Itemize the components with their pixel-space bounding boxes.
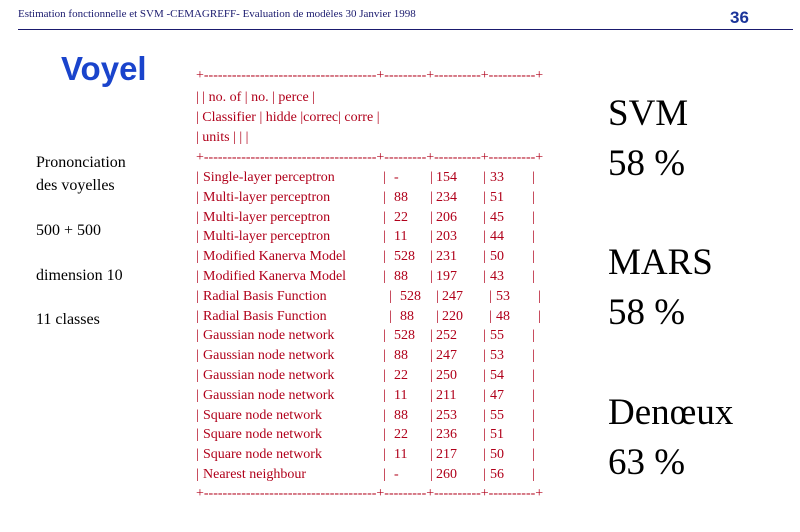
cell-separator: |: [483, 170, 486, 185]
cell-percent: 33: [490, 170, 504, 185]
cell-separator: |: [383, 348, 386, 364]
cell-separator: |: [430, 189, 433, 205]
cell-percent: 56: [490, 467, 504, 482]
cell-separator: |: [532, 348, 535, 364]
cell-separator: |: [532, 209, 535, 225]
dataset-sample-count: 500 + 500: [36, 222, 102, 239]
cell-name: Single-layer perceptron: [203, 170, 335, 185]
table-row: [196, 249, 576, 267]
cell-separator: |: [383, 387, 386, 403]
cell-separator: |: [483, 328, 486, 344]
cell-correct: 203: [436, 229, 457, 245]
cell-percent: 53: [490, 348, 504, 364]
cell-separator: |: [532, 189, 535, 205]
table-row: [196, 447, 576, 465]
cell-units: 22: [394, 427, 408, 443]
cell-separator: |: [489, 308, 492, 324]
dataset-description-line2: des voyelles: [36, 177, 115, 194]
cell-correct: 154: [436, 170, 457, 185]
cell-separator: |: [483, 427, 486, 443]
result-score-denoeux: 63 %: [608, 442, 686, 483]
cell-name: Square node network: [203, 407, 322, 423]
cell-separator: |: [483, 348, 486, 364]
cell-separator: |: [483, 229, 486, 245]
page-number: 36: [730, 8, 749, 27]
cell-name: Gaussian node network: [203, 328, 335, 344]
cell-separator: |: [430, 170, 433, 185]
dataset-dimension: dimension 10: [36, 267, 123, 284]
table-row: [196, 408, 576, 426]
cell-separator: |: [538, 288, 541, 304]
cell-percent: 50: [490, 249, 504, 265]
cell-correct: 260: [436, 467, 457, 482]
cell-percent: 51: [490, 189, 504, 205]
cell-percent: 53: [496, 288, 510, 304]
cell-separator: |: [430, 209, 433, 225]
cell-separator: |: [196, 288, 199, 304]
cell-separator: |: [532, 249, 535, 265]
cell-separator: |: [196, 467, 199, 482]
cell-separator: |: [430, 229, 433, 245]
dataset-description-line1: Prononciation: [36, 154, 126, 171]
cell-name: Square node network: [203, 427, 322, 443]
table-header-row-2: | Classifier | hidde |correc| corre |: [196, 110, 380, 125]
cell-separator: |: [196, 348, 199, 364]
cell-units: 11: [394, 447, 408, 463]
cell-percent: 45: [490, 209, 504, 225]
classifier-results-table: [196, 68, 596, 508]
cell-separator: |: [383, 189, 386, 205]
cell-separator: |: [389, 308, 392, 324]
table-row: [196, 328, 576, 346]
cell-separator: |: [196, 447, 199, 463]
cell-name: Gaussian node network: [203, 348, 335, 364]
table-row: [196, 269, 576, 287]
table-top-border: +-------------------------------------+---------+----------+----------+: [196, 68, 544, 83]
cell-correct: 253: [436, 407, 457, 423]
cell-separator: |: [430, 467, 433, 482]
table-row: [196, 289, 576, 307]
cell-name: Square node network: [203, 447, 322, 463]
cell-separator: |: [532, 229, 535, 245]
cell-name: Multi-layer perceptron: [203, 209, 331, 225]
table-row: [196, 210, 576, 228]
cell-separator: |: [483, 368, 486, 383]
cell-units: 11: [394, 229, 408, 245]
cell-separator: |: [483, 447, 486, 463]
table-row: [196, 309, 576, 327]
cell-separator: |: [483, 407, 486, 423]
header-divider: [18, 29, 793, 30]
table-row: [196, 170, 576, 188]
cell-separator: |: [383, 328, 386, 344]
table-row: [196, 368, 576, 386]
cell-correct: 220: [442, 308, 463, 324]
cell-units: 88: [394, 269, 408, 284]
cell-units: 528: [394, 249, 415, 265]
cell-separator: |: [383, 209, 386, 225]
cell-separator: |: [430, 387, 433, 403]
cell-name: Radial Basis Function: [203, 288, 327, 304]
cell-separator: |: [383, 170, 386, 185]
cell-separator: |: [538, 308, 541, 324]
cell-separator: |: [196, 269, 199, 284]
cell-separator: |: [532, 269, 535, 284]
cell-separator: |: [430, 249, 433, 265]
cell-units: 22: [394, 368, 408, 383]
table-header-row-1: | | no. of | no. | perce |: [196, 90, 315, 105]
cell-separator: |: [436, 308, 439, 324]
cell-separator: |: [389, 288, 392, 304]
cell-separator: |: [532, 387, 535, 403]
cell-separator: |: [430, 447, 433, 463]
result-method-denoeux: Denœux: [608, 392, 734, 433]
cell-correct: 252: [436, 328, 457, 344]
cell-correct: 247: [436, 348, 457, 364]
cell-units: 22: [394, 209, 408, 225]
cell-separator: |: [383, 427, 386, 443]
cell-correct: 234: [436, 189, 457, 205]
cell-units: 88: [394, 189, 408, 205]
cell-separator: |: [383, 269, 386, 284]
cell-correct: 217: [436, 447, 457, 463]
result-score-mars: 58 %: [608, 292, 686, 333]
cell-units: 11: [394, 387, 408, 403]
cell-separator: |: [196, 229, 199, 245]
cell-separator: |: [196, 427, 199, 443]
cell-percent: 43: [490, 269, 504, 284]
cell-separator: |: [532, 467, 535, 482]
cell-separator: |: [383, 249, 386, 265]
cell-separator: |: [483, 189, 486, 205]
cell-percent: 55: [490, 328, 504, 344]
cell-name: Modified Kanerva Model: [203, 249, 347, 265]
cell-separator: |: [383, 467, 386, 482]
table-row: [196, 388, 576, 406]
cell-units: -: [394, 170, 399, 185]
cell-separator: |: [430, 427, 433, 443]
cell-correct: 236: [436, 427, 457, 443]
slide-title: Voyel: [61, 50, 147, 87]
cell-name: Multi-layer perceptron: [203, 189, 331, 205]
cell-separator: |: [196, 189, 199, 205]
cell-separator: |: [196, 387, 199, 403]
cell-name: Multi-layer perceptron: [203, 229, 331, 245]
table-row: [196, 467, 576, 485]
cell-separator: |: [196, 308, 199, 324]
cell-separator: |: [483, 209, 486, 225]
cell-correct: 247: [442, 288, 463, 304]
dataset-class-count: 11 classes: [36, 311, 100, 328]
cell-separator: |: [430, 407, 433, 423]
cell-units: 528: [400, 288, 421, 304]
cell-percent: 47: [490, 387, 504, 403]
cell-separator: |: [483, 269, 486, 284]
cell-name: Radial Basis Function: [203, 308, 327, 324]
table-header-row-3: | units | | |: [196, 130, 249, 145]
cell-units: 88: [400, 308, 414, 324]
cell-correct: 231: [436, 249, 457, 265]
cell-separator: |: [483, 467, 486, 482]
cell-name: Gaussian node network: [203, 368, 335, 383]
cell-correct: 206: [436, 209, 457, 225]
cell-units: 88: [394, 407, 408, 423]
cell-separator: |: [483, 387, 486, 403]
cell-percent: 55: [490, 407, 504, 423]
cell-separator: |: [383, 229, 386, 245]
cell-separator: |: [196, 328, 199, 344]
cell-separator: |: [430, 328, 433, 344]
table-row: [196, 190, 576, 208]
cell-percent: 44: [490, 229, 504, 245]
cell-separator: |: [489, 288, 492, 304]
cell-percent: 51: [490, 427, 504, 443]
cell-separator: |: [196, 170, 199, 185]
document-header: Estimation fonctionnelle et SVM -CEMAGREFF- Evaluation de modèles 30 Janvier 1998: [18, 8, 416, 20]
cell-separator: |: [196, 249, 199, 265]
table-bottom-border: +-------------------------------------+---------+----------+----------+: [196, 486, 544, 501]
cell-separator: |: [532, 328, 535, 344]
cell-separator: |: [430, 368, 433, 383]
cell-percent: 48: [496, 308, 510, 324]
cell-separator: |: [196, 407, 199, 423]
cell-separator: |: [532, 447, 535, 463]
cell-separator: |: [436, 288, 439, 304]
result-method-mars: MARS: [608, 242, 713, 283]
table-row: [196, 348, 576, 366]
cell-name: Modified Kanerva Model: [203, 269, 347, 284]
cell-units: -: [394, 467, 399, 482]
cell-separator: |: [532, 427, 535, 443]
cell-separator: |: [483, 249, 486, 265]
cell-separator: |: [383, 407, 386, 423]
table-header-separator: +-------------------------------------+---------+----------+----------+: [196, 150, 544, 165]
result-score-svm: 58 %: [608, 143, 686, 184]
cell-separator: |: [532, 170, 535, 185]
cell-percent: 50: [490, 447, 504, 463]
cell-separator: |: [532, 407, 535, 423]
cell-separator: |: [383, 368, 386, 383]
table-row: [196, 229, 576, 247]
cell-correct: 197: [436, 269, 457, 284]
cell-separator: |: [196, 368, 199, 383]
cell-separator: |: [430, 269, 433, 284]
cell-separator: |: [532, 368, 535, 383]
result-method-svm: SVM: [608, 93, 689, 134]
cell-units: 528: [394, 328, 415, 344]
table-row: [196, 427, 576, 445]
cell-name: Nearest neighbour: [203, 467, 307, 482]
cell-correct: 250: [436, 368, 457, 383]
cell-percent: 54: [490, 368, 504, 383]
cell-separator: |: [430, 348, 433, 364]
cell-correct: 211: [436, 387, 457, 403]
cell-units: 88: [394, 348, 408, 364]
cell-separator: |: [383, 447, 386, 463]
cell-name: Gaussian node network: [203, 387, 335, 403]
cell-separator: |: [196, 209, 199, 225]
